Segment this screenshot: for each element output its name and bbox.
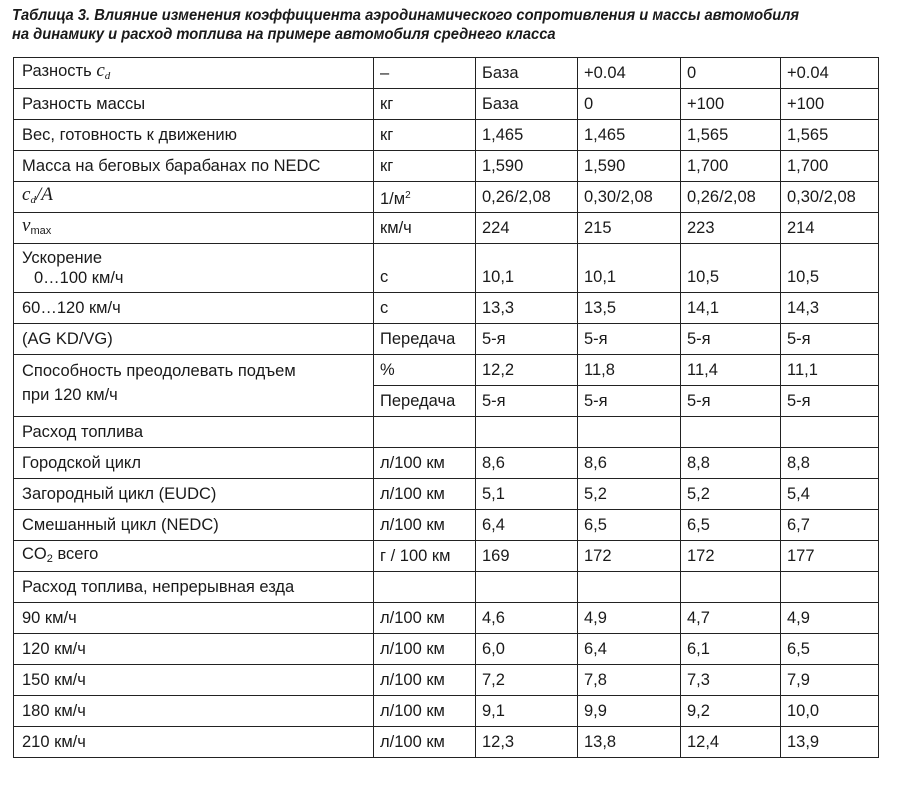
value-cell: 172 bbox=[578, 541, 681, 572]
value-cell: 10,5 bbox=[781, 244, 879, 293]
unit-cell: % bbox=[374, 355, 476, 386]
sym-sub: d bbox=[104, 69, 111, 82]
empty-cell bbox=[476, 572, 578, 603]
value-cell: 6,7 bbox=[781, 510, 879, 541]
value-cell: 5-я bbox=[781, 386, 879, 417]
data-table bbox=[13, 57, 879, 758]
value-cell: 177 bbox=[781, 541, 879, 572]
value-cell: 6,5 bbox=[681, 510, 781, 541]
value-cell: 7,3 bbox=[681, 665, 781, 696]
co2-text: CO bbox=[22, 544, 47, 563]
value-cell: 13,5 bbox=[578, 293, 681, 324]
table-row bbox=[14, 213, 879, 244]
label-line-2: при 120 км/ч bbox=[22, 386, 118, 404]
row-label bbox=[14, 244, 374, 293]
empty-cell bbox=[374, 572, 476, 603]
value-cell: 5-я bbox=[681, 386, 781, 417]
unit-cell: л/100 км bbox=[374, 479, 476, 510]
value-cell: 10,5 bbox=[681, 244, 781, 293]
value-cell: 6,1 bbox=[681, 634, 781, 665]
unit-sup: 2 bbox=[405, 189, 411, 201]
unit-cell: л/100 км bbox=[374, 727, 476, 758]
value-cell: 5,4 bbox=[781, 479, 879, 510]
row-label: Вес, готовность к движению bbox=[14, 120, 374, 151]
table-row bbox=[14, 479, 879, 510]
value-cell: 12,4 bbox=[681, 727, 781, 758]
unit-cell: л/100 км bbox=[374, 510, 476, 541]
value-cell: 4,9 bbox=[781, 603, 879, 634]
value-cell: 6,0 bbox=[476, 634, 578, 665]
empty-cell bbox=[681, 572, 781, 603]
value-cell: +100 bbox=[681, 89, 781, 120]
value-cell: 10,1 bbox=[578, 244, 681, 293]
value-cell: 10,1 bbox=[476, 244, 578, 293]
unit-cell: л/100 км bbox=[374, 665, 476, 696]
unit-cell: кг bbox=[374, 120, 476, 151]
value-cell: 5,1 bbox=[476, 479, 578, 510]
value-cell: 1,465 bbox=[578, 120, 681, 151]
cd-a-symbol bbox=[22, 184, 53, 205]
value-cell: 1,565 bbox=[681, 120, 781, 151]
row-label: 90 км/ч bbox=[14, 603, 374, 634]
value-cell: 9,9 bbox=[578, 696, 681, 727]
value-cell: 8,6 bbox=[476, 448, 578, 479]
row-label bbox=[14, 355, 374, 417]
value-cell: 0,26/2,08 bbox=[681, 182, 781, 213]
value-cell: 6,5 bbox=[781, 634, 879, 665]
value-cell: 0 bbox=[578, 89, 681, 120]
value-cell: 1,700 bbox=[781, 151, 879, 182]
value-cell: 5-я bbox=[476, 324, 578, 355]
empty-cell bbox=[578, 417, 681, 448]
value-cell: 13,3 bbox=[476, 293, 578, 324]
value-cell: 5-я bbox=[681, 324, 781, 355]
empty-cell bbox=[681, 417, 781, 448]
value-cell: 1,590 bbox=[476, 151, 578, 182]
value-cell: 7,8 bbox=[578, 665, 681, 696]
sym-slash: / bbox=[35, 183, 42, 205]
row-label: 180 км/ч bbox=[14, 696, 374, 727]
table-row bbox=[14, 665, 879, 696]
empty-cell bbox=[374, 417, 476, 448]
value-cell: База bbox=[476, 89, 578, 120]
value-cell: +0.04 bbox=[578, 58, 681, 89]
value-cell: 9,2 bbox=[681, 696, 781, 727]
value-cell: 223 bbox=[681, 213, 781, 244]
unit-cell: л/100 км bbox=[374, 603, 476, 634]
value-cell: 172 bbox=[681, 541, 781, 572]
table-row bbox=[14, 244, 879, 293]
table-caption bbox=[12, 6, 822, 44]
unit-cell: Передача bbox=[374, 324, 476, 355]
row-label: 60…120 км/ч bbox=[14, 293, 374, 324]
value-cell: 5-я bbox=[578, 324, 681, 355]
row-label bbox=[14, 182, 374, 213]
value-cell: 8,8 bbox=[781, 448, 879, 479]
value-cell: 1,565 bbox=[781, 120, 879, 151]
value-cell: 6,4 bbox=[578, 634, 681, 665]
value-cell: 13,8 bbox=[578, 727, 681, 758]
value-cell: 1,465 bbox=[476, 120, 578, 151]
table-row bbox=[14, 572, 879, 603]
caption-text-1: Таблица 3. Влияние изменения коэффициента аэродинамического сопротивления и массы автомобиля bbox=[12, 7, 800, 24]
value-cell: 14,1 bbox=[681, 293, 781, 324]
value-cell: 8,6 bbox=[578, 448, 681, 479]
label-line-1: Способность преодолевать подъем bbox=[22, 362, 296, 380]
value-cell: +0.04 bbox=[781, 58, 879, 89]
value-cell: 0,30/2,08 bbox=[578, 182, 681, 213]
unit-cell: – bbox=[374, 58, 476, 89]
table-row bbox=[14, 541, 879, 572]
table-row bbox=[14, 355, 879, 386]
table-row bbox=[14, 634, 879, 665]
value-cell: 11,4 bbox=[681, 355, 781, 386]
caption-line-2: на динамику и расход топлива на примере автомобиля среднего класса bbox=[12, 26, 556, 43]
row-label bbox=[14, 213, 374, 244]
value-cell: 5-я bbox=[781, 324, 879, 355]
sym-sub: max bbox=[30, 224, 52, 237]
row-label: (AG KD/VG) bbox=[14, 324, 374, 355]
table-row bbox=[14, 324, 879, 355]
value-cell: 4,9 bbox=[578, 603, 681, 634]
row-label: Разность массы bbox=[14, 89, 374, 120]
section-label: Расход топлива bbox=[14, 417, 374, 448]
value-cell: 14,3 bbox=[781, 293, 879, 324]
table-row bbox=[14, 448, 879, 479]
sym-a: A bbox=[41, 183, 53, 205]
table-row bbox=[14, 182, 879, 213]
row-label: 120 км/ч bbox=[14, 634, 374, 665]
row-label: 210 км/ч bbox=[14, 727, 374, 758]
value-cell: +100 bbox=[781, 89, 879, 120]
unit-cell: с bbox=[374, 244, 476, 293]
row-label: Городской цикл bbox=[14, 448, 374, 479]
row-label: Загородный цикл (EUDC) bbox=[14, 479, 374, 510]
value-cell: 1,590 bbox=[578, 151, 681, 182]
row-label bbox=[14, 58, 374, 89]
value-cell: 12,2 bbox=[476, 355, 578, 386]
table-row bbox=[14, 417, 879, 448]
table-row bbox=[14, 58, 879, 89]
row-label: 150 км/ч bbox=[14, 665, 374, 696]
empty-cell bbox=[578, 572, 681, 603]
row-label bbox=[14, 541, 374, 572]
unit-cell: л/100 км bbox=[374, 448, 476, 479]
unit-cell: кг bbox=[374, 151, 476, 182]
value-cell: 5-я bbox=[578, 386, 681, 417]
value-cell: 0,30/2,08 bbox=[781, 182, 879, 213]
row-label: Масса на беговых барабанах по NEDC bbox=[14, 151, 374, 182]
value-cell: 0,26/2,08 bbox=[476, 182, 578, 213]
empty-cell bbox=[476, 417, 578, 448]
co2-suffix: всего bbox=[52, 544, 99, 563]
cd-symbol bbox=[96, 60, 110, 81]
value-cell: 6,5 bbox=[578, 510, 681, 541]
table-row bbox=[14, 727, 879, 758]
unit-cell: кг bbox=[374, 89, 476, 120]
value-cell: 4,7 bbox=[681, 603, 781, 634]
table-row bbox=[14, 696, 879, 727]
value-cell: 11,1 bbox=[781, 355, 879, 386]
unit-cell bbox=[374, 182, 476, 213]
value-cell: 9,1 bbox=[476, 696, 578, 727]
sym-v: v bbox=[22, 214, 31, 236]
sym-sub: d bbox=[30, 193, 36, 206]
vmax-symbol bbox=[22, 215, 51, 236]
empty-cell bbox=[781, 572, 879, 603]
value-cell: 12,3 bbox=[476, 727, 578, 758]
value-cell: 11,8 bbox=[578, 355, 681, 386]
section-label: Расход топлива, непрерывная езда bbox=[14, 572, 374, 603]
value-cell: База bbox=[476, 58, 578, 89]
unit-cell: л/100 км bbox=[374, 696, 476, 727]
value-cell: 224 bbox=[476, 213, 578, 244]
value-cell: 214 bbox=[781, 213, 879, 244]
value-cell: 5,2 bbox=[681, 479, 781, 510]
value-cell: 5-я bbox=[476, 386, 578, 417]
unit-cell: л/100 км bbox=[374, 634, 476, 665]
label-text: Разность bbox=[22, 61, 92, 80]
value-cell: 0 bbox=[681, 58, 781, 89]
table-row bbox=[14, 89, 879, 120]
value-cell: 13,9 bbox=[781, 727, 879, 758]
value-cell: 5,2 bbox=[578, 479, 681, 510]
sym-c: c bbox=[96, 59, 105, 81]
unit-text: 1/м bbox=[380, 189, 406, 208]
value-cell: 215 bbox=[578, 213, 681, 244]
sym-c: c bbox=[22, 183, 31, 205]
value-cell: 7,2 bbox=[476, 665, 578, 696]
value-cell: 6,4 bbox=[476, 510, 578, 541]
table-row bbox=[14, 120, 879, 151]
empty-cell bbox=[781, 417, 879, 448]
table-row bbox=[14, 603, 879, 634]
table-row bbox=[14, 151, 879, 182]
value-cell: 8,8 bbox=[681, 448, 781, 479]
caption-line-1 bbox=[12, 6, 822, 25]
unit-cell: Передача bbox=[374, 386, 476, 417]
unit-cell: с bbox=[374, 293, 476, 324]
value-cell: 1,700 bbox=[681, 151, 781, 182]
row-label: Смешанный цикл (NEDC) bbox=[14, 510, 374, 541]
co2-sub: 2 bbox=[46, 552, 53, 565]
table-row bbox=[14, 293, 879, 324]
value-cell: 169 bbox=[476, 541, 578, 572]
value-cell: 4,6 bbox=[476, 603, 578, 634]
table-row bbox=[14, 510, 879, 541]
value-cell: 10,0 bbox=[781, 696, 879, 727]
unit-cell: км/ч bbox=[374, 213, 476, 244]
label-text: 0…100 км/ч bbox=[34, 269, 124, 287]
unit-cell: г / 100 км bbox=[374, 541, 476, 572]
value-cell: 7,9 bbox=[781, 665, 879, 696]
label-head: Ускорение bbox=[22, 249, 103, 267]
